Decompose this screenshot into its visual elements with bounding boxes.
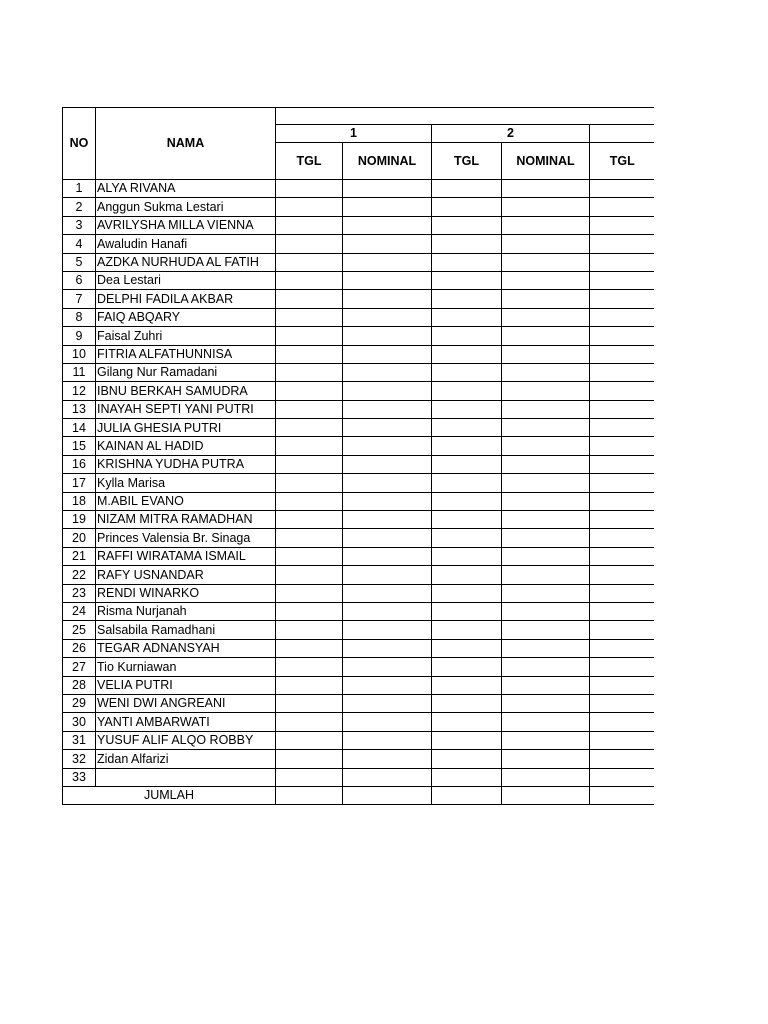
- table-row: [63, 529, 655, 547]
- row-number[interactable]: 27: [63, 658, 96, 676]
- student-name[interactable]: ALYA RIVANA: [96, 180, 276, 198]
- row-number[interactable]: 6: [63, 271, 96, 289]
- student-name[interactable]: RAFFI WIRATAMA ISMAIL: [96, 547, 276, 565]
- row-number[interactable]: 26: [63, 639, 96, 657]
- tgl-2-cell[interactable]: [432, 547, 502, 565]
- tgl-1-cell[interactable]: [276, 216, 343, 234]
- student-name[interactable]: INAYAH SEPTI YANI PUTRI: [96, 400, 276, 418]
- tgl-2-cell[interactable]: [432, 529, 502, 547]
- header-nominal-1: NOMINAL: [343, 143, 432, 180]
- tgl-2-cell[interactable]: [432, 382, 502, 400]
- nominal-2-cell[interactable]: [502, 437, 590, 455]
- row-number[interactable]: 24: [63, 602, 96, 620]
- table-row: [63, 547, 655, 565]
- student-name[interactable]: AZDKA NURHUDA AL FATIH: [96, 253, 276, 271]
- tgl-2-cell[interactable]: [432, 180, 502, 198]
- nominal-1-cell[interactable]: [343, 713, 432, 731]
- row-number[interactable]: 30: [63, 713, 96, 731]
- header-tgl-2: TGL: [432, 143, 502, 180]
- table-row: [63, 639, 655, 657]
- tgl-2-cell[interactable]: [432, 621, 502, 639]
- table-row: [63, 602, 655, 620]
- nominal-2-cell[interactable]: [502, 676, 590, 694]
- nominal-1-cell[interactable]: [343, 455, 432, 473]
- table-row: [63, 308, 655, 326]
- tgl-1-cell[interactable]: [276, 750, 343, 768]
- row-number[interactable]: 21: [63, 547, 96, 565]
- tgl-2-cell[interactable]: [432, 327, 502, 345]
- table-row: [63, 253, 655, 271]
- spreadsheet-sheet: [62, 107, 654, 807]
- tgl-1-cell[interactable]: [276, 345, 343, 363]
- table-row: [63, 382, 655, 400]
- row-number[interactable]: 15: [63, 437, 96, 455]
- tgl-1-cell[interactable]: [276, 437, 343, 455]
- nominal-2-cell[interactable]: [502, 363, 590, 381]
- tgl-1-cell[interactable]: [276, 253, 343, 271]
- nominal-1-cell[interactable]: [343, 327, 432, 345]
- table-row: [63, 327, 655, 345]
- nominal-1-cell[interactable]: [343, 639, 432, 657]
- total-tgl-1-cell[interactable]: [276, 786, 343, 804]
- total-tgl-3-cell[interactable]: [590, 786, 655, 804]
- nominal-1-cell[interactable]: [343, 253, 432, 271]
- tgl-3-cell[interactable]: [590, 327, 655, 345]
- tgl-1-cell[interactable]: [276, 400, 343, 418]
- tgl-2-cell[interactable]: [432, 198, 502, 216]
- nominal-2-cell[interactable]: [502, 474, 590, 492]
- nominal-1-cell[interactable]: [343, 382, 432, 400]
- row-number[interactable]: 25: [63, 621, 96, 639]
- tgl-3-cell[interactable]: [590, 750, 655, 768]
- nominal-2-cell[interactable]: [502, 492, 590, 510]
- tgl-2-cell[interactable]: [432, 400, 502, 418]
- tgl-1-cell[interactable]: [276, 271, 343, 289]
- nominal-2-cell[interactable]: [502, 382, 590, 400]
- tgl-3-cell[interactable]: [590, 713, 655, 731]
- student-name[interactable]: KRISHNA YUDHA PUTRA: [96, 455, 276, 473]
- header-nama: NAMA: [96, 108, 276, 180]
- nominal-1-cell[interactable]: [343, 437, 432, 455]
- tgl-3-cell[interactable]: [590, 566, 655, 584]
- tgl-3-cell[interactable]: [590, 437, 655, 455]
- tgl-3-cell[interactable]: [590, 253, 655, 271]
- nominal-2-cell[interactable]: [502, 602, 590, 620]
- tgl-1-cell[interactable]: [276, 584, 343, 602]
- tgl-2-cell[interactable]: [432, 566, 502, 584]
- tgl-1-cell[interactable]: [276, 639, 343, 657]
- tgl-2-cell[interactable]: [432, 731, 502, 749]
- header-group-3: [590, 125, 655, 143]
- tgl-1-cell[interactable]: [276, 455, 343, 473]
- tgl-2-cell[interactable]: [432, 308, 502, 326]
- student-name[interactable]: Salsabila Ramadhani: [96, 621, 276, 639]
- tgl-2-cell[interactable]: [432, 511, 502, 529]
- tgl-3-cell[interactable]: [590, 290, 655, 308]
- nominal-1-cell[interactable]: [343, 235, 432, 253]
- tgl-2-cell[interactable]: [432, 419, 502, 437]
- table-row: [63, 400, 655, 418]
- table-row: [63, 198, 655, 216]
- student-name[interactable]: YUSUF ALIF ALQO ROBBY: [96, 731, 276, 749]
- student-name[interactable]: Risma Nurjanah: [96, 602, 276, 620]
- tgl-2-cell[interactable]: [432, 602, 502, 620]
- tgl-1-cell[interactable]: [276, 768, 343, 786]
- tgl-3-cell[interactable]: [590, 235, 655, 253]
- table-row: [63, 694, 655, 712]
- student-name[interactable]: FAIQ ABQARY: [96, 308, 276, 326]
- row-number[interactable]: 17: [63, 474, 96, 492]
- table-row: [63, 216, 655, 234]
- row-number[interactable]: 20: [63, 529, 96, 547]
- table-row: [63, 511, 655, 529]
- nominal-1-cell[interactable]: [343, 768, 432, 786]
- nominal-1-cell[interactable]: [343, 621, 432, 639]
- tgl-3-cell[interactable]: [590, 621, 655, 639]
- tgl-3-cell[interactable]: [590, 639, 655, 657]
- table-row: [63, 713, 655, 731]
- tgl-1-cell[interactable]: [276, 529, 343, 547]
- row-number[interactable]: 10: [63, 345, 96, 363]
- tgl-2-cell[interactable]: [432, 216, 502, 234]
- tgl-2-cell[interactable]: [432, 290, 502, 308]
- student-name[interactable]: NIZAM MITRA RAMADHAN: [96, 511, 276, 529]
- nominal-1-cell[interactable]: [343, 529, 432, 547]
- tgl-3-cell[interactable]: [590, 198, 655, 216]
- table-row: [63, 271, 655, 289]
- row-number[interactable]: 22: [63, 566, 96, 584]
- tgl-1-cell[interactable]: [276, 621, 343, 639]
- student-name[interactable]: Faisal Zuhri: [96, 327, 276, 345]
- row-number[interactable]: 31: [63, 731, 96, 749]
- student-name[interactable]: FITRIA ALFATHUNNISA: [96, 345, 276, 363]
- student-name[interactable]: IBNU BERKAH SAMUDRA: [96, 382, 276, 400]
- tgl-3-cell[interactable]: [590, 731, 655, 749]
- nominal-1-cell[interactable]: [343, 345, 432, 363]
- table-row: [63, 750, 655, 768]
- nominal-1-cell[interactable]: [343, 216, 432, 234]
- tgl-3-cell[interactable]: [590, 400, 655, 418]
- row-number[interactable]: 19: [63, 511, 96, 529]
- row-number[interactable]: 14: [63, 419, 96, 437]
- student-name[interactable]: Kylla Marisa: [96, 474, 276, 492]
- tgl-1-cell[interactable]: [276, 602, 343, 620]
- student-name[interactable]: RENDI WINARKO: [96, 584, 276, 602]
- nominal-2-cell[interactable]: [502, 419, 590, 437]
- nominal-1-cell[interactable]: [343, 566, 432, 584]
- tgl-2-cell[interactable]: [432, 253, 502, 271]
- table-row: [63, 584, 655, 602]
- tgl-3-cell[interactable]: [590, 271, 655, 289]
- nominal-1-cell[interactable]: [343, 602, 432, 620]
- row-number[interactable]: 32: [63, 750, 96, 768]
- tgl-1-cell[interactable]: [276, 419, 343, 437]
- header-nominal-2: NOMINAL: [502, 143, 590, 180]
- student-name[interactable]: KAINAN AL HADID: [96, 437, 276, 455]
- tgl-3-cell[interactable]: [590, 529, 655, 547]
- tgl-1-cell[interactable]: [276, 363, 343, 381]
- tgl-3-cell[interactable]: [590, 419, 655, 437]
- nominal-2-cell[interactable]: [502, 455, 590, 473]
- student-name[interactable]: RAFY USNANDAR: [96, 566, 276, 584]
- table-row: [63, 290, 655, 308]
- tgl-3-cell[interactable]: [590, 474, 655, 492]
- table-row: [63, 731, 655, 749]
- tgl-1-cell[interactable]: [276, 290, 343, 308]
- nominal-2-cell[interactable]: [502, 547, 590, 565]
- nominal-2-cell[interactable]: [502, 216, 590, 234]
- nominal-2-cell[interactable]: [502, 750, 590, 768]
- nominal-2-cell[interactable]: [502, 271, 590, 289]
- nominal-2-cell[interactable]: [502, 584, 590, 602]
- total-tgl-2-cell[interactable]: [432, 786, 502, 804]
- row-number[interactable]: 28: [63, 676, 96, 694]
- table-row: [63, 363, 655, 381]
- tgl-3-cell[interactable]: [590, 308, 655, 326]
- tgl-3-cell[interactable]: [590, 216, 655, 234]
- nominal-2-cell[interactable]: [502, 290, 590, 308]
- student-name[interactable]: Gilang Nur Ramadani: [96, 363, 276, 381]
- nominal-2-cell[interactable]: [502, 180, 590, 198]
- nominal-1-cell[interactable]: [343, 363, 432, 381]
- student-name[interactable]: [96, 768, 276, 786]
- table-row: [63, 235, 655, 253]
- table-row: [63, 492, 655, 510]
- student-name[interactable]: Dea Lestari: [96, 271, 276, 289]
- tgl-2-cell[interactable]: [432, 676, 502, 694]
- nominal-2-cell[interactable]: [502, 658, 590, 676]
- nominal-1-cell[interactable]: [343, 492, 432, 510]
- row-number[interactable]: 7: [63, 290, 96, 308]
- tgl-1-cell[interactable]: [276, 547, 343, 565]
- tgl-3-cell[interactable]: [590, 547, 655, 565]
- row-number[interactable]: 29: [63, 694, 96, 712]
- tgl-2-cell[interactable]: [432, 235, 502, 253]
- nominal-1-cell[interactable]: [343, 511, 432, 529]
- tgl-1-cell[interactable]: [276, 382, 343, 400]
- tgl-3-cell[interactable]: [590, 492, 655, 510]
- tgl-1-cell[interactable]: [276, 198, 343, 216]
- tgl-2-cell[interactable]: [432, 658, 502, 676]
- row-number[interactable]: 2: [63, 198, 96, 216]
- row-number[interactable]: 13: [63, 400, 96, 418]
- table-row: [63, 455, 655, 473]
- tgl-2-cell[interactable]: [432, 474, 502, 492]
- header-no: NO: [63, 108, 96, 180]
- tgl-2-cell[interactable]: [432, 492, 502, 510]
- table-row: [63, 676, 655, 694]
- student-name[interactable]: Awaludin Hanafi: [96, 235, 276, 253]
- nominal-1-cell[interactable]: [343, 676, 432, 694]
- table-row: [63, 180, 655, 198]
- row-number[interactable]: 3: [63, 216, 96, 234]
- nominal-2-cell[interactable]: [502, 768, 590, 786]
- student-name[interactable]: VELIA PUTRI: [96, 676, 276, 694]
- tgl-2-cell[interactable]: [432, 694, 502, 712]
- tgl-3-cell[interactable]: [590, 382, 655, 400]
- student-name[interactable]: Anggun Sukma Lestari: [96, 198, 276, 216]
- tgl-2-cell[interactable]: [432, 584, 502, 602]
- nominal-2-cell[interactable]: [502, 694, 590, 712]
- tgl-3-cell[interactable]: [590, 345, 655, 363]
- tgl-2-cell[interactable]: [432, 750, 502, 768]
- nominal-2-cell[interactable]: [502, 308, 590, 326]
- nominal-1-cell[interactable]: [343, 658, 432, 676]
- tgl-2-cell[interactable]: [432, 639, 502, 657]
- table-row: [63, 658, 655, 676]
- header-group-1: 1: [276, 125, 432, 143]
- nominal-2-cell[interactable]: [502, 566, 590, 584]
- nominal-1-cell[interactable]: [343, 694, 432, 712]
- nominal-2-cell[interactable]: [502, 327, 590, 345]
- table-row: [63, 419, 655, 437]
- nominal-1-cell[interactable]: [343, 750, 432, 768]
- tgl-2-cell[interactable]: [432, 363, 502, 381]
- nominal-2-cell[interactable]: [502, 198, 590, 216]
- nominal-1-cell[interactable]: [343, 547, 432, 565]
- header-row-top: [63, 108, 655, 125]
- nominal-1-cell[interactable]: [343, 290, 432, 308]
- nominal-2-cell[interactable]: [502, 235, 590, 253]
- tgl-3-cell[interactable]: [590, 455, 655, 473]
- nominal-2-cell[interactable]: [502, 621, 590, 639]
- student-name[interactable]: DELPHI FADILA AKBAR: [96, 290, 276, 308]
- row-number[interactable]: 1: [63, 180, 96, 198]
- nominal-2-cell[interactable]: [502, 639, 590, 657]
- tgl-1-cell[interactable]: [276, 658, 343, 676]
- row-number[interactable]: 18: [63, 492, 96, 510]
- nominal-1-cell[interactable]: [343, 731, 432, 749]
- tgl-3-cell[interactable]: [590, 363, 655, 381]
- table-row: [63, 345, 655, 363]
- row-number[interactable]: 4: [63, 235, 96, 253]
- total-nominal-1-cell[interactable]: [343, 786, 432, 804]
- nominal-2-cell[interactable]: [502, 529, 590, 547]
- table-row: [63, 768, 655, 786]
- table-row: [63, 437, 655, 455]
- tgl-1-cell[interactable]: [276, 694, 343, 712]
- tgl-3-cell[interactable]: [590, 602, 655, 620]
- row-number[interactable]: 33: [63, 768, 96, 786]
- tgl-1-cell[interactable]: [276, 566, 343, 584]
- tgl-3-cell[interactable]: [590, 511, 655, 529]
- nominal-2-cell[interactable]: [502, 713, 590, 731]
- student-name[interactable]: Zidan Alfarizi: [96, 750, 276, 768]
- tgl-2-cell[interactable]: [432, 345, 502, 363]
- payment-table: [62, 107, 654, 805]
- tgl-1-cell[interactable]: [276, 511, 343, 529]
- student-name[interactable]: AVRILYSHA MILLA VIENNA: [96, 216, 276, 234]
- tgl-3-cell[interactable]: [590, 658, 655, 676]
- total-nominal-2-cell[interactable]: [502, 786, 590, 804]
- tgl-1-cell[interactable]: [276, 308, 343, 326]
- student-name[interactable]: YANTI AMBARWATI: [96, 713, 276, 731]
- tgl-1-cell[interactable]: [276, 235, 343, 253]
- student-name[interactable]: WENI DWI ANGREANI: [96, 694, 276, 712]
- tgl-1-cell[interactable]: [276, 676, 343, 694]
- nominal-1-cell[interactable]: [343, 419, 432, 437]
- row-number[interactable]: 23: [63, 584, 96, 602]
- row-number[interactable]: 16: [63, 455, 96, 473]
- table-row: [63, 621, 655, 639]
- row-number[interactable]: 8: [63, 308, 96, 326]
- nominal-1-cell[interactable]: [343, 308, 432, 326]
- student-name[interactable]: TEGAR ADNANSYAH: [96, 639, 276, 657]
- tgl-2-cell[interactable]: [432, 768, 502, 786]
- header-tgl-3: TGL: [590, 143, 655, 180]
- nominal-2-cell[interactable]: [502, 253, 590, 271]
- row-number[interactable]: 5: [63, 253, 96, 271]
- tgl-1-cell[interactable]: [276, 327, 343, 345]
- nominal-2-cell[interactable]: [502, 731, 590, 749]
- table-row: [63, 474, 655, 492]
- table-row: [63, 566, 655, 584]
- nominal-1-cell[interactable]: [343, 400, 432, 418]
- header-merged-top-cell: [276, 108, 655, 125]
- nominal-1-cell[interactable]: [343, 198, 432, 216]
- student-name[interactable]: M.ABIL EVANO: [96, 492, 276, 510]
- tgl-1-cell[interactable]: [276, 731, 343, 749]
- nominal-1-cell[interactable]: [343, 180, 432, 198]
- nominal-2-cell[interactable]: [502, 511, 590, 529]
- tgl-3-cell[interactable]: [590, 694, 655, 712]
- row-number[interactable]: 12: [63, 382, 96, 400]
- tgl-1-cell[interactable]: [276, 474, 343, 492]
- tgl-1-cell[interactable]: [276, 492, 343, 510]
- nominal-2-cell[interactable]: [502, 345, 590, 363]
- nominal-1-cell[interactable]: [343, 271, 432, 289]
- nominal-1-cell[interactable]: [343, 474, 432, 492]
- total-row: [63, 786, 655, 804]
- student-name[interactable]: Tio Kurniawan: [96, 658, 276, 676]
- student-name[interactable]: JULIA GHESIA PUTRI: [96, 419, 276, 437]
- tgl-2-cell[interactable]: [432, 713, 502, 731]
- tgl-2-cell[interactable]: [432, 437, 502, 455]
- nominal-1-cell[interactable]: [343, 584, 432, 602]
- nominal-2-cell[interactable]: [502, 400, 590, 418]
- tgl-1-cell[interactable]: [276, 180, 343, 198]
- tgl-3-cell[interactable]: [590, 768, 655, 786]
- header-group-2: 2: [432, 125, 590, 143]
- tgl-3-cell[interactable]: [590, 584, 655, 602]
- tgl-2-cell[interactable]: [432, 455, 502, 473]
- tgl-1-cell[interactable]: [276, 713, 343, 731]
- header-tgl-1: TGL: [276, 143, 343, 180]
- tgl-3-cell[interactable]: [590, 676, 655, 694]
- row-number[interactable]: 11: [63, 363, 96, 381]
- tgl-2-cell[interactable]: [432, 271, 502, 289]
- total-label: JUMLAH: [63, 786, 276, 804]
- tgl-3-cell[interactable]: [590, 180, 655, 198]
- student-name[interactable]: Princes Valensia Br. Sinaga: [96, 529, 276, 547]
- row-number[interactable]: 9: [63, 327, 96, 345]
